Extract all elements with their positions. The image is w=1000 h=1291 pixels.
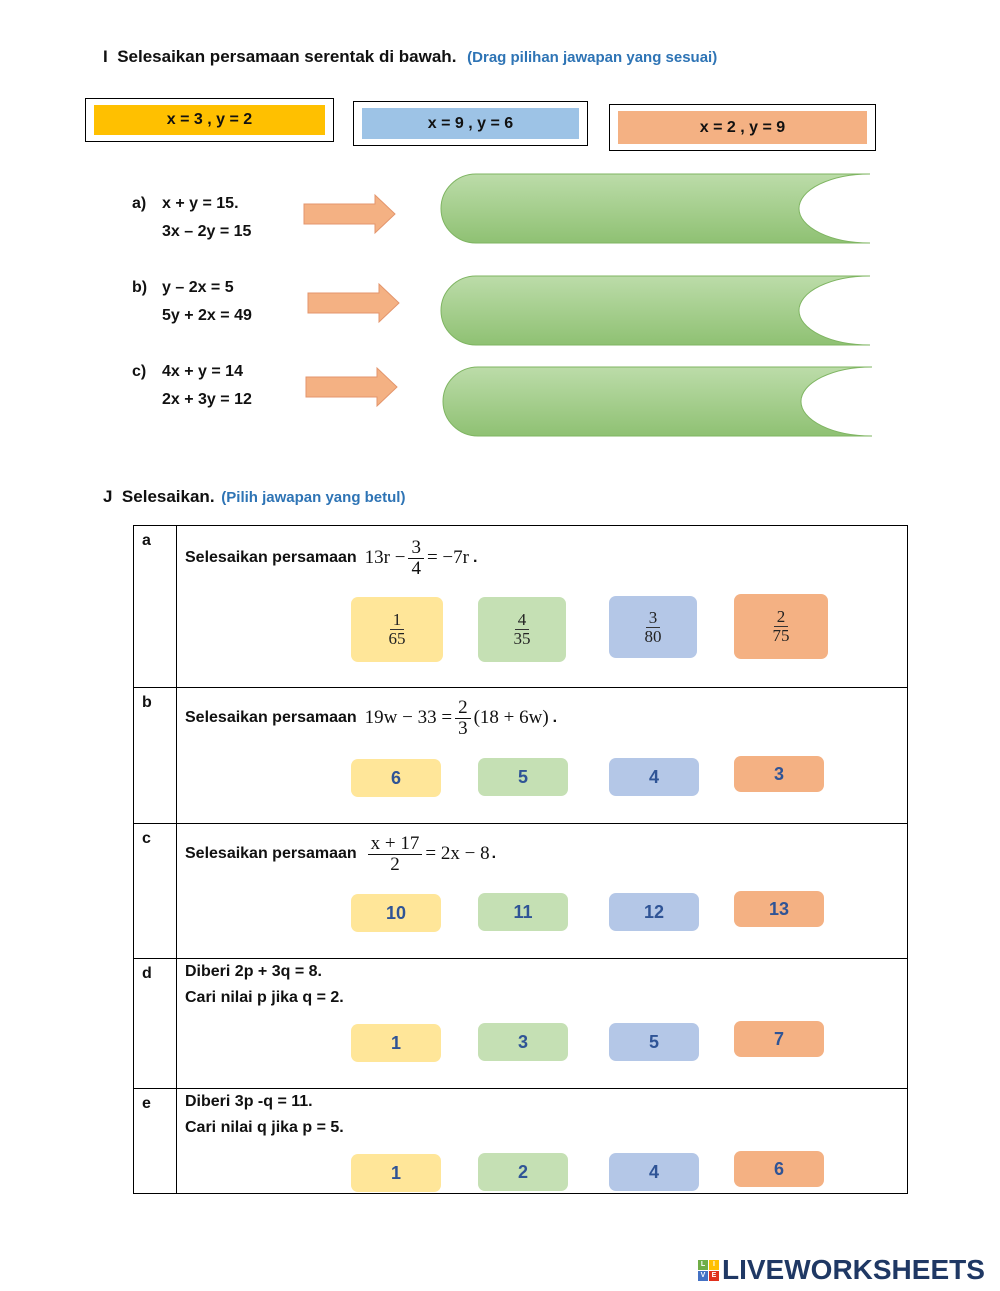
choice-d-2[interactable]: 3 [478, 1023, 568, 1061]
equation-b-fraction: $\frac{2}{3}$ [455, 698, 471, 739]
choice-b-4[interactable]: 3 [734, 756, 824, 792]
choice-e-2[interactable]: 2 [478, 1153, 568, 1191]
row-letter-b: b [134, 688, 177, 824]
table-row-d [134, 959, 908, 1089]
arrow-icon [306, 368, 397, 406]
row-content-a [177, 526, 908, 688]
question-table [133, 525, 908, 1194]
table-row-a [134, 526, 908, 688]
logo-text: LIVEWORKSHEETS [722, 1254, 985, 1285]
section-j-heading [103, 487, 405, 507]
row-content-d [177, 959, 908, 1089]
table-row-e [134, 1089, 908, 1194]
equation-b [365, 698, 549, 739]
prompt-e-line1: Diberi 3p -q = 11. [185, 1093, 313, 1110]
choice-e-3[interactable]: 4 [609, 1153, 699, 1191]
choice-c-4[interactable]: 13 [734, 891, 824, 927]
choice-e-4[interactable]: 6 [734, 1151, 824, 1187]
drop-target-a[interactable] [441, 174, 871, 244]
question-a-line1: x + y = 15. [162, 195, 239, 212]
equation-b-left: 19w − 33 = [364, 707, 453, 728]
choice-c-2[interactable]: 11 [478, 893, 568, 931]
question-b-line2: 5y + 2x = 49 [162, 307, 252, 324]
choice-d-1[interactable]: 1 [351, 1024, 441, 1062]
section-j-hint: (Pilih jawapan yang betul) [221, 489, 406, 506]
question-b-label: b) [132, 279, 148, 296]
question-c-line1: 4x + y = 14 [162, 363, 243, 380]
choice-b-1[interactable]: 6 [351, 759, 441, 797]
row-letter-c: c [134, 824, 177, 959]
choice-b-3[interactable]: 4 [609, 758, 699, 796]
section-j-label: J [103, 487, 113, 506]
equation-a-end: . [472, 549, 478, 566]
choice-a-1[interactable]: $\frac{1}{65}$ [351, 597, 443, 662]
equation-a-right: = −7r [426, 547, 469, 568]
section-i-label: I [103, 47, 108, 66]
section-j-title: Selesaikan. [121, 487, 215, 506]
row-content-c [177, 824, 908, 959]
choice-a-3[interactable]: $\frac{3}{80}$ [609, 596, 697, 658]
choice-c-3[interactable]: 12 [609, 893, 699, 931]
question-b-line1: y – 2x = 5 [162, 279, 234, 296]
row-letter-d: d [134, 959, 177, 1089]
question-a-label: a) [132, 195, 147, 212]
prompt-b [185, 690, 557, 746]
prompt-b-text: Selesaikan persamaan [185, 709, 357, 726]
equation-a [365, 538, 469, 579]
choice-d-3[interactable]: 5 [609, 1023, 699, 1061]
prompt-c-text: Selesaikan persamaan [185, 845, 357, 862]
prompt-a [185, 530, 477, 586]
choice-d-4[interactable]: 7 [734, 1021, 824, 1057]
table-row-c [134, 824, 908, 959]
arrow-icon [308, 284, 399, 322]
liveworksheets-logo [698, 1254, 985, 1286]
equation-c-fraction: $\frac{x + 17}{2}$ [368, 834, 423, 875]
choice-a-2[interactable]: $\frac{4}{35}$ [478, 597, 566, 662]
equation-c-end: . [491, 845, 497, 862]
choice-e-1[interactable]: 1 [351, 1154, 441, 1192]
drop-target-b[interactable] [441, 276, 871, 346]
equation-b-right: (18 + 6w) [473, 707, 549, 728]
choice-c-1[interactable]: 10 [351, 894, 441, 932]
drop-target-c[interactable] [443, 367, 873, 437]
row-content-b [177, 688, 908, 824]
question-c-line2: 2x + 3y = 12 [162, 391, 252, 408]
row-letter-a: a [134, 526, 177, 688]
answer-option-3-label: x = 2 , y = 9 [618, 111, 867, 144]
equation-c [365, 834, 490, 875]
prompt-a-text: Selesaikan persamaan [185, 549, 357, 566]
equation-a-left: 13r − [364, 547, 406, 568]
choice-a-4[interactable]: $\frac{2}{75}$ [734, 594, 828, 659]
arrow-icon [304, 195, 395, 233]
answer-option-1-label: x = 3 , y = 2 [94, 105, 325, 135]
prompt-d-line1: Diberi 2p + 3q = 8. [185, 963, 322, 980]
equation-a-fraction: $\frac{3}{4}$ [408, 538, 424, 579]
prompt-c [185, 825, 496, 883]
logo-mark-icon: L I V E [698, 1260, 719, 1281]
table-row-b [134, 688, 908, 824]
answer-option-2-label: x = 9 , y = 6 [362, 108, 579, 139]
section-i-hint: (Drag pilihan jawapan yang sesuai) [467, 49, 718, 66]
choice-b-2[interactable]: 5 [478, 758, 568, 796]
question-c-label: c) [132, 363, 147, 380]
equation-b-end: . [552, 709, 558, 726]
equation-c-right: = 2x − 8 [425, 843, 490, 864]
row-content-e [177, 1089, 908, 1194]
row-letter-e: e [134, 1089, 177, 1194]
prompt-e-line2: Cari nilai q jika p = 5. [185, 1119, 344, 1136]
question-a-line2: 3x – 2y = 15 [162, 223, 252, 240]
section-i-title: Selesaikan persamaan serentak di bawah. [117, 47, 457, 66]
prompt-d-line2: Cari nilai p jika q = 2. [185, 989, 344, 1006]
